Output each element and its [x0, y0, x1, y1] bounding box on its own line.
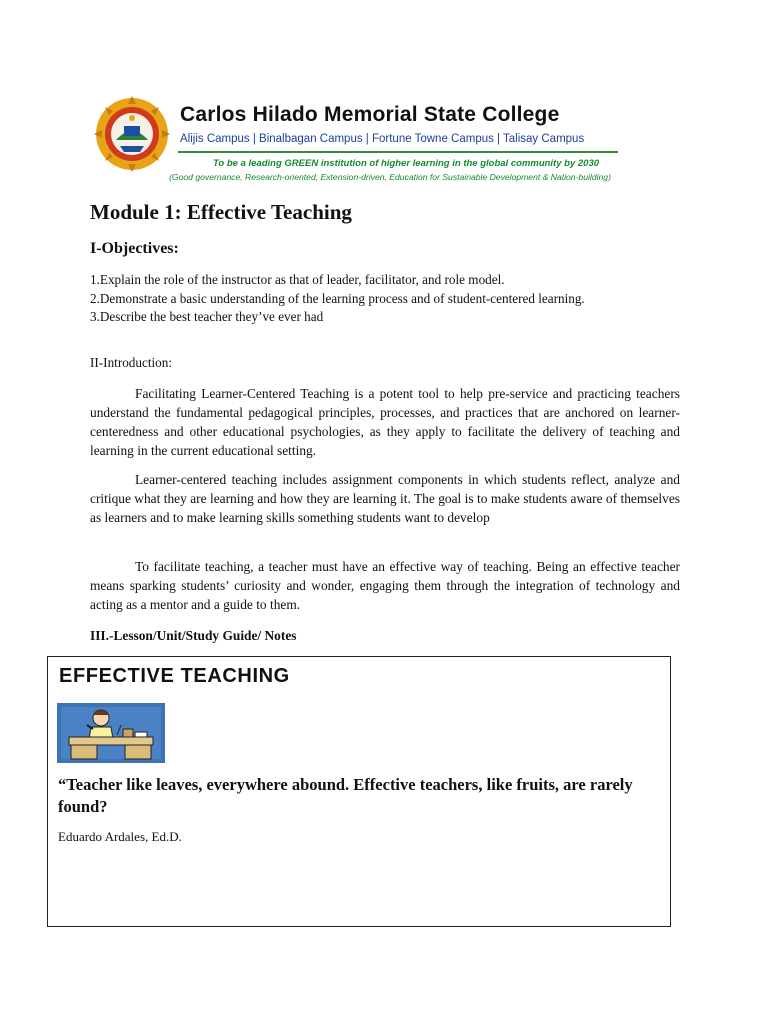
- college-header-banner: [94, 96, 658, 190]
- lesson-box: [47, 656, 671, 927]
- intro-paragraph: [90, 470, 680, 527]
- college-name: Carlos Hilado Memorial State College: [180, 103, 560, 126]
- vision-statement: To be a leading GREEN institution of higher learning in the global community by 2030: [212, 158, 600, 169]
- core-values: (Good governance, Research-oriented, Extension-driven, Education for Sustainable Development & Nation-building): [169, 172, 611, 182]
- quote-author: Eduardo Ardales, Ed.D.: [58, 829, 182, 844]
- objective-item: 2.Demonstrate a basic understanding of the learning process and of student-centered learning.: [90, 290, 585, 306]
- intro-paragraph-text: Learner-centered teaching includes assignment components in which students reflect, analyze and critique what they are learning and how they are learning it. The goal is to make students aware of themselves as learners and to make learning skills something students want to develop: [90, 472, 680, 525]
- lesson-heading: III.-Lesson/Unit/Study Guide/ Notes: [90, 628, 297, 643]
- header-divider: [178, 151, 618, 153]
- lesson-box-title: EFFECTIVE TEACHING: [59, 665, 290, 687]
- intro-paragraph: [90, 384, 680, 460]
- intro-paragraph-text: To facilitate teaching, a teacher must have an effective way of teaching. Being an effective teacher means sparking students’ curiosity and wonder, engaging them through the integration of technology and acting as a mentor and a guide to them.: [90, 559, 680, 612]
- intro-paragraph-text: Facilitating Learner-Centered Teaching is a potent tool to help pre-service and practicing teachers understand the fundamental pedagogical principles, processes, and practices that are anchored on learner-centeredness and other educational psychologies, as they apply to facilitate the delivery of teaching and learning in the current educational setting.: [90, 386, 680, 458]
- intro-paragraph: [90, 557, 680, 614]
- teaching-quote: “Teacher like leaves, everywhere abound. Effective teachers, like fruits, are rarely found?: [58, 775, 633, 816]
- campus-list: Alijis Campus | Binalbagan Campus | Fortune Towne Campus | Talisay Campus: [180, 133, 585, 145]
- objectives-heading: I-Objectives:: [90, 240, 179, 257]
- objective-item: 3.Describe the best teacher they’ve ever had: [90, 309, 324, 324]
- objectives-list: [90, 271, 585, 327]
- module-title: Module 1: Effective Teaching: [90, 200, 352, 224]
- introduction-heading: II-Introduction:: [90, 355, 173, 370]
- teacher-at-desk-icon: [57, 703, 165, 763]
- objective-item: 1.Explain the role of the instructor as that of leader, facilitator, and role model.: [90, 272, 505, 287]
